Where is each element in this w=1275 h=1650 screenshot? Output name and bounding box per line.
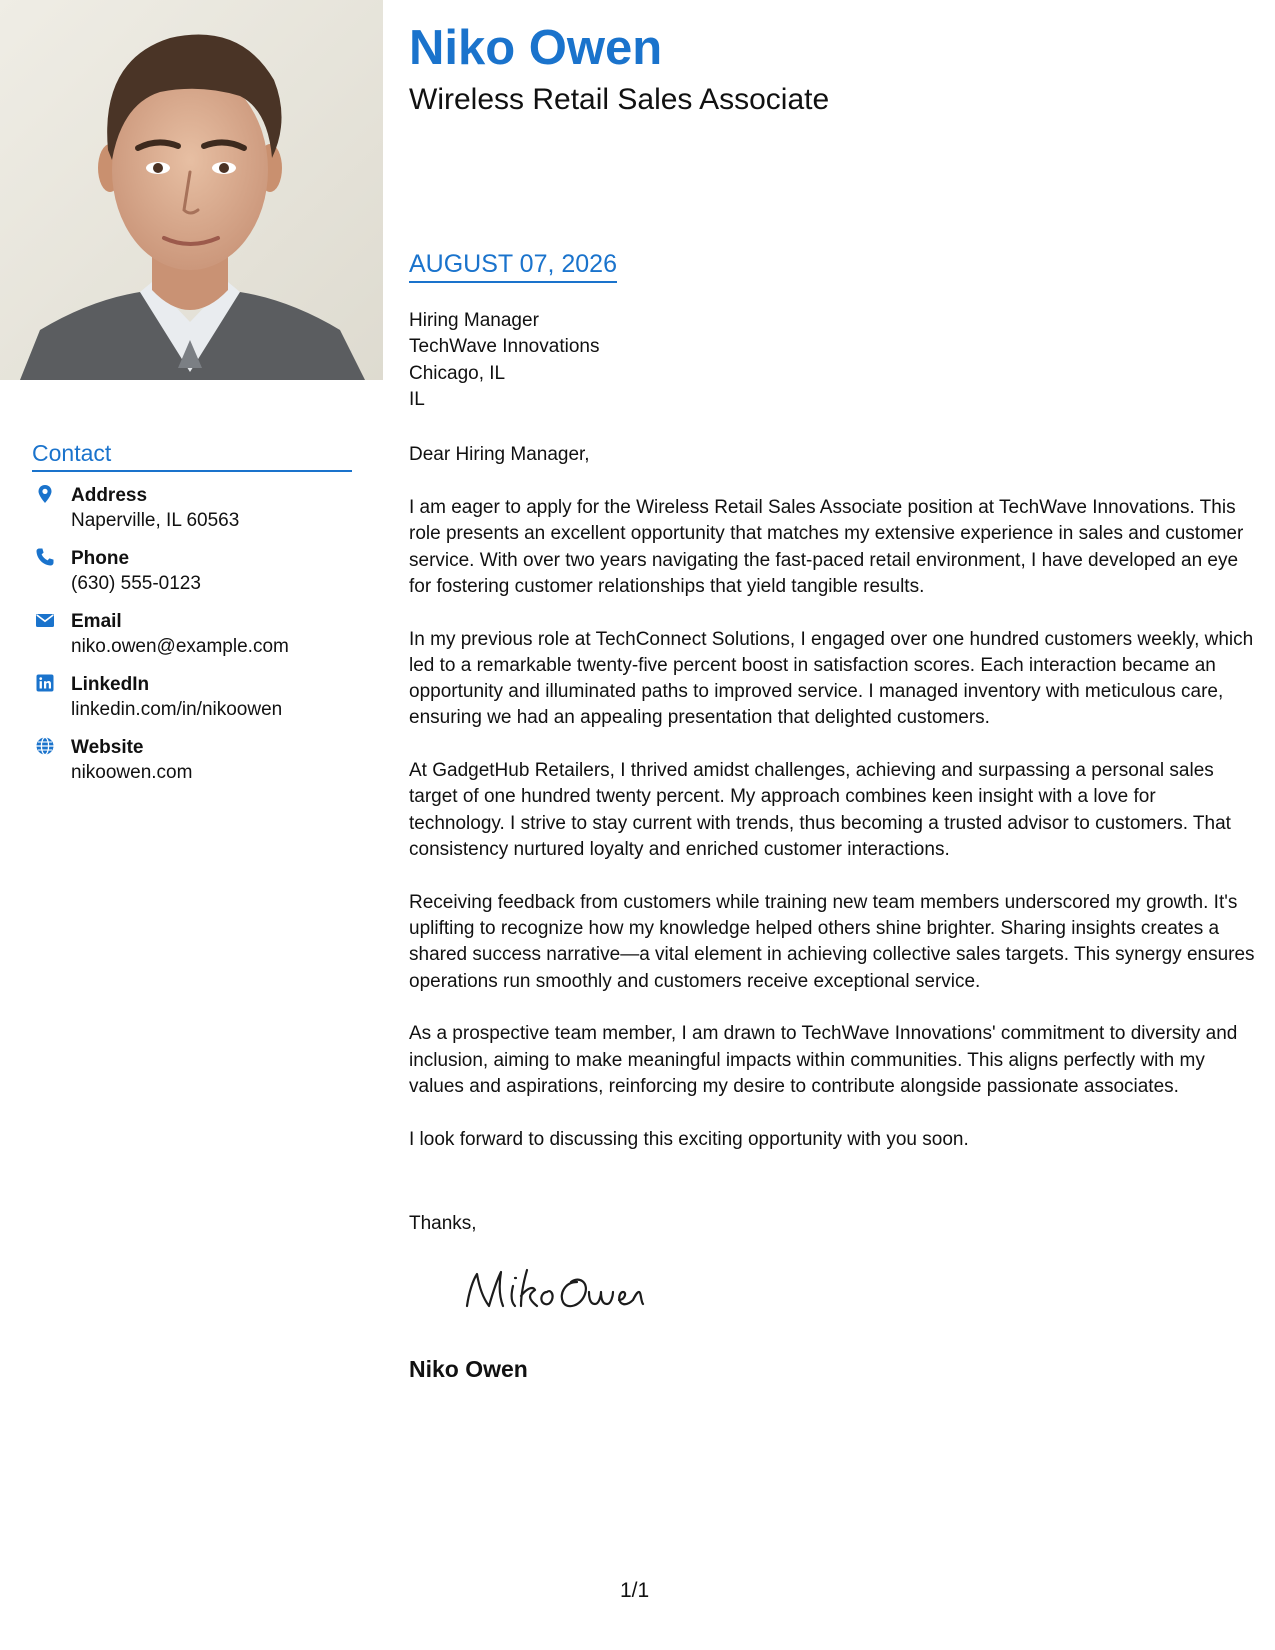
portrait-illustration [0, 0, 383, 380]
letter-date: AUGUST 07, 2026 [409, 248, 617, 283]
contact-item-address [32, 483, 362, 546]
contact-heading: Contact [32, 437, 352, 472]
page-number: 1/1 [620, 1579, 650, 1602]
body-paragraph: I am eager to apply for the Wireless Retail Sales Associate position at TechWave Innovations. This role presents an excellent opportunity that matches my extensive experience in sales and customer service. With over two years navigating the fast-paced retail environment, I have developed an eye for fostering customer relationships that yield tangible results. [409, 497, 1244, 597]
profile-photo [0, 0, 383, 380]
applicant-name: Niko Owen [409, 21, 663, 75]
recipient-line: Chicago, IL [409, 362, 506, 384]
signature-graphic [455, 1262, 645, 1322]
contact-label: Address [71, 485, 148, 506]
recipient-line: TechWave Innovations [409, 336, 600, 358]
website-value[interactable]: nikoowen.com [71, 762, 193, 783]
letter-body [409, 495, 1255, 1179]
phone-value[interactable]: (630) 555-0123 [71, 573, 201, 594]
body-paragraph: Receiving feedback from customers while training new team members underscored my growth. It's uplifting to recognize how my knowledge helped others shine brighter. Sharing insights creates a shared success narrative—a vital element in achieving collective sales targets. This synergy ensures operations run smoothly and customers receive exceptional service. [409, 891, 1255, 992]
salutation: Dear Hiring Manager, [409, 444, 590, 465]
phone-icon [35, 547, 55, 567]
address-value: Naperville, IL 60563 [71, 510, 240, 531]
closing: Thanks, [409, 1213, 477, 1234]
contact-label: Phone [71, 548, 130, 569]
body-paragraph: At GadgetHub Retailers, I thrived amidst challenges, achieving and surpassing a personal sales target of one hundred twenty percent. My approach combines keen insight with a love for technology. I strive to stay current with trends, thus becoming a trusted advisor to customers. That consistency nurtured loyalty and enriched customer interactions. [409, 760, 1231, 861]
contact-item-email [32, 609, 362, 672]
linkedin-icon [35, 673, 55, 693]
job-title: Wireless Retail Sales Associate [409, 83, 830, 116]
recipient-line: IL [409, 388, 425, 410]
recipient-line: Hiring Manager [409, 310, 539, 331]
body-paragraph: In my previous role at TechConnect Solutions, I engaged over one hundred customers weekly, which led to a remarkable twenty-five percent boost in satisfaction scores. Each interaction became an opportunity and illuminated paths to improved service. I managed inventory with meticulous care, ensuring we had an appealing presentation that delighted customers. [409, 628, 1254, 729]
contact-label: Website [71, 737, 144, 758]
body-paragraph: I look forward to discussing this exciting opportunity with you soon. [409, 1128, 969, 1150]
map-pin-icon [35, 484, 55, 504]
envelope-icon [35, 610, 55, 630]
recipient-block [409, 308, 599, 413]
contact-item-website [32, 735, 362, 798]
contact-label: Email [71, 611, 122, 632]
contact-label: LinkedIn [71, 674, 150, 695]
email-value[interactable]: niko.owen@example.com [71, 636, 289, 657]
signed-name: Niko Owen [409, 1356, 528, 1382]
linkedin-value[interactable]: linkedin.com/in/nikoowen [71, 699, 283, 720]
globe-icon [35, 736, 55, 756]
signature [455, 1262, 645, 1322]
contact-list [32, 483, 362, 798]
contact-item-linkedin [32, 672, 362, 735]
body-paragraph: As a prospective team member, I am drawn to TechWave Innovations' commitment to diversity and inclusion, aiming to make meaningful impacts within communities. This aligns perfectly with my values and aspirations, reinforcing my desire to contribute alongside passionate associates. [409, 1023, 1238, 1097]
contact-item-phone [32, 546, 362, 609]
